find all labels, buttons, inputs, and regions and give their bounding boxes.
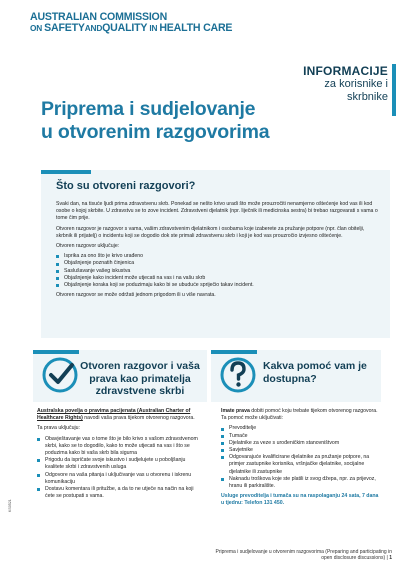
page-footer: Priprema i sudjelovanje u otvorenim razgovorima (Preparing and participating in open disclosure discussions) | 1 [215, 549, 392, 562]
charter-link[interactable]: Australska povelja o pravima pacijenata (Australian Charter of Healthcare Rights) [37, 408, 191, 422]
logo-line2: ON SAFETYANDQUALITY IN HEALTH CARE [30, 22, 233, 34]
help-column [207, 350, 381, 560]
rights-list [37, 436, 201, 501]
section-paragraph: Svaki dan, na tisuće ljudi prima zdravstvenu skrb. Ponekad se nešto krivo uradi što može prouzročiti nenamjerno oštećenje kod vas ili kod osobe o kojoj skrbite. U zdravstvu se to zove incident. Zdravstveni djelatnik (npr. liječnik ili medicinska sestra) bi trebao razgovarati s vama o tome čim prije. [56, 201, 378, 222]
section-paragraph: Otvoren razgovor uključuje: [56, 243, 120, 250]
list-item: Prigodu da ispričate svoje iskustvo i sudjelujete u poboljšanju kvalitete skrbi i zdravstvenih usluga [37, 457, 201, 471]
audience-tag-title: INFORMACIJE [303, 64, 388, 78]
audience-tag [303, 64, 388, 104]
audience-tag-line1: za korisnike i [324, 78, 388, 90]
page-title-line1: Priprema i sudjelovanje [41, 98, 256, 120]
page-title-line2: u otvorenim razgovorima [41, 121, 270, 143]
checkmark-circle-icon [39, 354, 81, 396]
rights-lead: Ta prava uključuju: [37, 425, 80, 432]
list-item: Saslušavanje vašeg iskustva [56, 268, 380, 275]
rights-intro: Australska povelja o pravima pacijenata (Australian Charter of Healthcare Rights) navodi vaša prava tijekom otvorenog razgovora. [37, 408, 195, 422]
help-intro: Imate prava dobiti pomoć koju trebate tijekom otvorenog razgovora. Ta pomoć može uključivati: [221, 408, 378, 422]
list-item: Odgovore na vaša pitanja i uključivanje vas u otvorenu i iskrenu komunikaciju [37, 472, 201, 486]
list-item: Obavještavanje vas o tome što je bilo krivo s vašom zdravstvenom skrbi, kako se to dogodilo, kako to može utjecati na vas i što se poduzima kako bi vaša skrb bila sigurna [37, 436, 201, 458]
list-item: Dostavu komentara ili pritužbe, a da to ne utječe na način na koji ćete se postupati s vama. [37, 486, 201, 500]
list-item: Tumače [221, 433, 381, 440]
rights-header [33, 350, 207, 402]
list-item: Odgovarajuće kvalificirane djelatnike za pružanje potpore, na primjer zastupnike korisnika, vršnjačke djelatnike, socijalne djelatnike ili zastupnike [221, 454, 381, 476]
commission-logo [30, 11, 232, 33]
section-accent-rule [41, 170, 91, 174]
list-item: Objašnjenje poznatih činjenica [56, 260, 380, 267]
help-list [221, 425, 381, 490]
what-is-open-disclosure-section [41, 170, 390, 338]
logo-line1: AUSTRALIAN COMMISSION [30, 11, 168, 23]
footer-text: Priprema i sudjelovanje u otvorenim razgovorima (Preparing and participating in open disclosure discussions) [215, 549, 392, 562]
rights-body [37, 408, 201, 503]
list-item: Objašnjenje kako incident može utjecati na vas i na vašu skrb [56, 275, 380, 282]
interpreter-contact: Usluge prevoditelja i tumača su na raspolaganju 24 sata, 7 dana u tjednu: Telefon 131 450. [221, 493, 379, 507]
rights-heading: Otvoren razgovor i vaša prava kao primatelja zdravstvene skrbi [80, 360, 200, 397]
list-item: Djelatnike za veze s urođeničkim stanovništvom [221, 440, 381, 447]
help-body [221, 408, 381, 511]
audience-tag-line2: skrbnike [347, 91, 388, 103]
list-item: Objašnjenje koraka koji se poduzimaju kako bi se ubuduće spriječio takav incident. [56, 282, 380, 289]
help-header [211, 350, 381, 402]
question-mark-speech-icon [217, 354, 259, 396]
includes-list [56, 253, 380, 289]
section-paragraph: Otvoren razgovor se može održati jednom prigodom ili u više navrata. [56, 292, 216, 299]
list-item: Savjetnike [221, 447, 381, 454]
section-heading: Što su otvoreni razgovori? [56, 180, 196, 192]
rights-column [33, 350, 207, 560]
list-item: Isprika za ono što je krivo urađeno [56, 253, 380, 260]
help-heading: Kakva pomoć vam je dostupna? [263, 360, 367, 385]
list-item: Naknadu troškova koje ste platili iz svog džepa, npr. za prijevoz, hranu ili parkiralište. [221, 476, 381, 490]
document-code: KS0521 [8, 499, 12, 512]
list-item: Prevoditelje [221, 425, 381, 432]
section-body [56, 201, 380, 302]
page-number: 1 [389, 555, 392, 562]
page-title [41, 98, 311, 144]
tag-accent-bar [392, 64, 396, 116]
section-paragraph: Otvoren razgovor je razgovor s vama, vašim zdravstvenim djelatnikom i osobama koje izaberete za pružanje potpore (npr. član obitelji, skrbnik ili prijatelj) o incidentu koji se dogodio dok ste primali zdravstvenu skrb i koji je kod vas prouzročio izvjesno oštećenje. [56, 225, 365, 239]
